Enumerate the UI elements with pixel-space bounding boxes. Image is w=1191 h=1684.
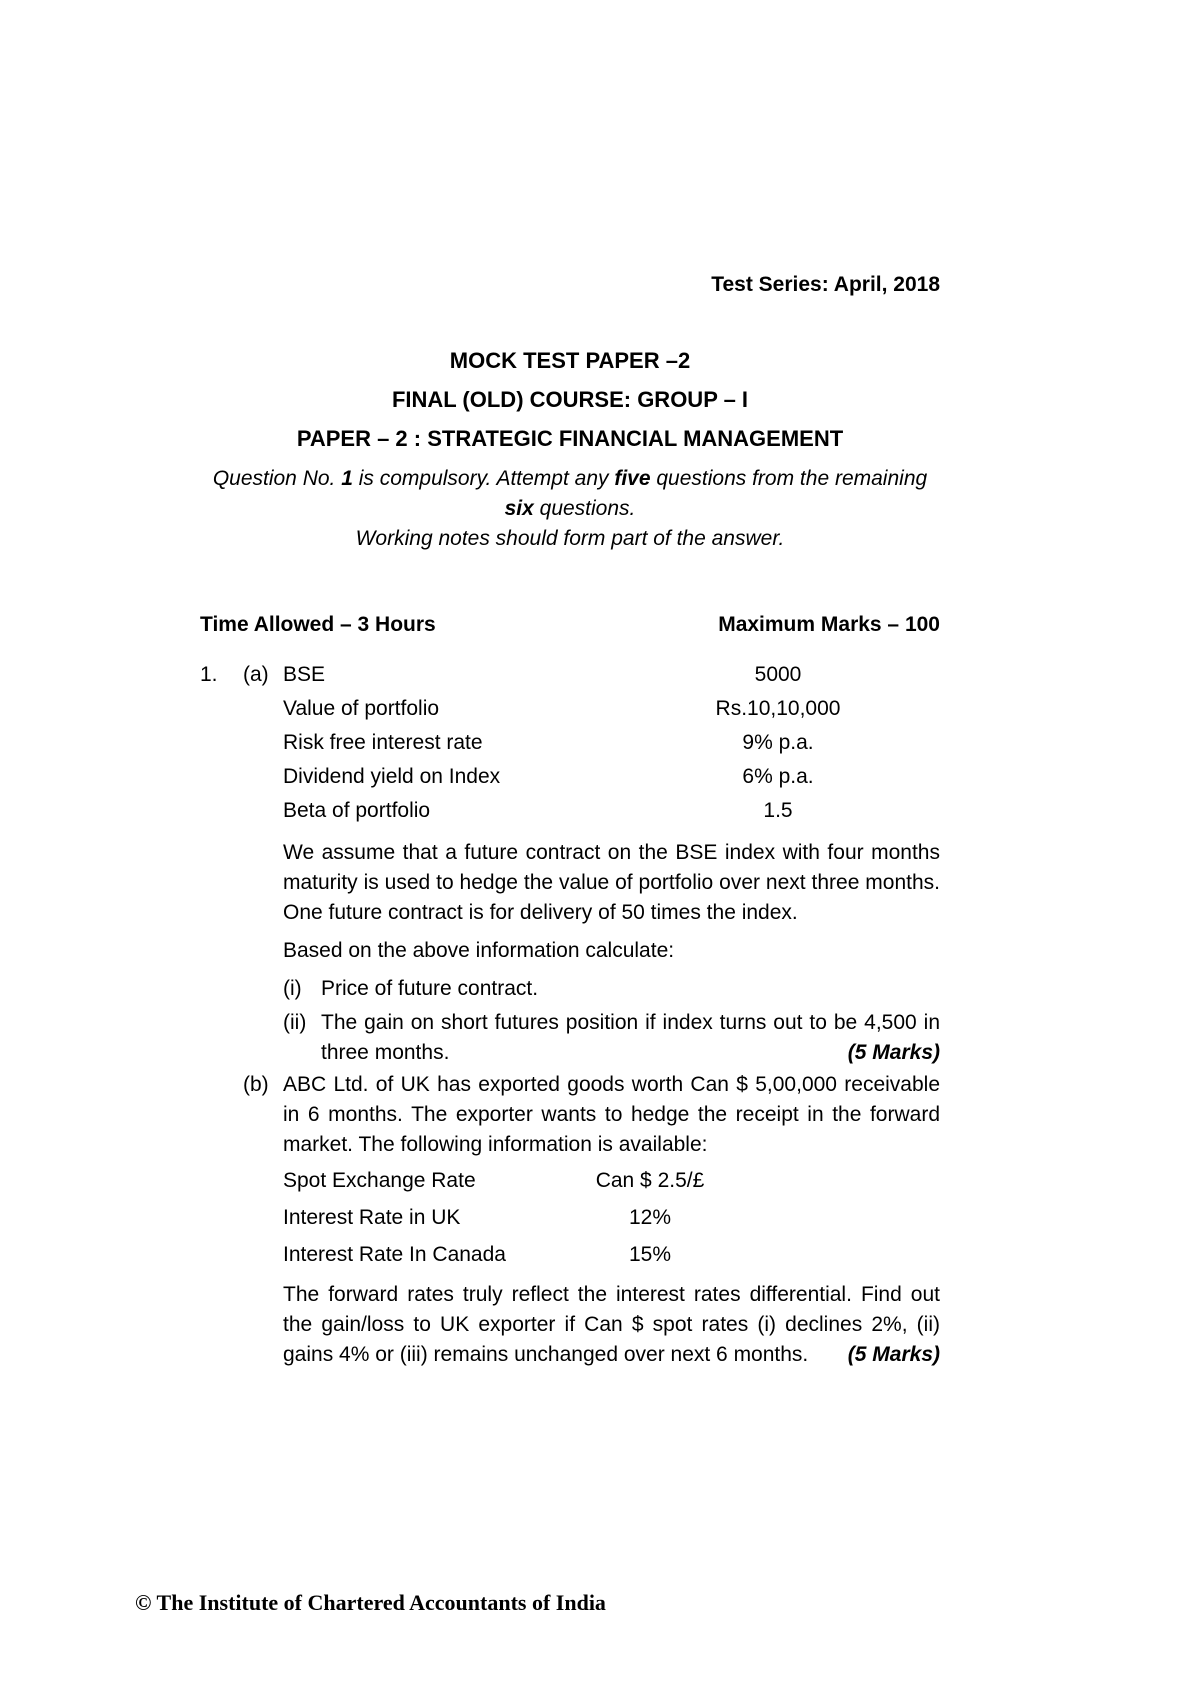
part-a-marks-label: (5 Marks) xyxy=(840,1038,940,1068)
instructions-text: Question No. xyxy=(212,467,342,490)
mock-test-paper-title: MOCK TEST PAPER –2 xyxy=(449,348,691,373)
instructions-text: questions from the remaining xyxy=(650,467,928,490)
question-number: 1. xyxy=(200,663,218,686)
value-cell: Rs.10,10,000 xyxy=(715,697,841,720)
part-a-paragraph-1: We assume that a future contract on the BSE index with four months maturity is used to hedge the value of portfolio over next three months. One future contract is for delivery of 50 times the index. xyxy=(283,841,940,924)
item-cell: Value of portfolio xyxy=(283,697,440,720)
table-row xyxy=(283,694,940,724)
part-b-paragraph-1: ABC Ltd. of UK has exported goods worth Can $ 5,00,000 receivable in 6 months. The exporter wants to hedge the receipt in the forward market. The following information is available: xyxy=(283,1073,940,1156)
sub-item-text: Price of future contract. xyxy=(321,977,539,1000)
item-cell: Interest Rate In Canada xyxy=(283,1243,506,1266)
sub-item-label: (i) xyxy=(283,977,302,1000)
instructions-bold-six: six xyxy=(504,497,534,520)
item-cell: Risk free interest rate xyxy=(283,731,483,754)
instructions-bold-1: 1 xyxy=(341,467,353,490)
table-row xyxy=(283,796,940,826)
part-b-label: (b) xyxy=(243,1073,269,1096)
part-a-paragraph-2: Based on the above information calculate: xyxy=(283,939,675,962)
item-cell: Interest Rate in UK xyxy=(283,1206,461,1229)
paper-title: PAPER – 2 : STRATEGIC FINANCIAL MANAGEMENT xyxy=(296,426,844,451)
part-b-paragraph-2-wrap xyxy=(283,1280,940,1370)
item-cell: Spot Exchange Rate xyxy=(283,1169,476,1192)
part-a-body xyxy=(283,660,940,1068)
instructions-bold-five: five xyxy=(614,467,651,490)
table-row xyxy=(283,762,940,792)
part-b-paragraph-2: The forward rates truly reflect the interest rates differential. Find out the gain/loss to UK exporter if Can $ spot rates (i) declines 2%, (ii) gains 4% or (iii) remains unchanged over next 6 months. xyxy=(283,1283,940,1366)
sub-item-text-wrap xyxy=(321,1008,940,1068)
value-cell: 1.5 xyxy=(763,799,793,822)
question-1-part-a xyxy=(200,660,940,1068)
value-cell: 5000 xyxy=(754,663,802,686)
part-b-body xyxy=(283,1070,940,1370)
maximum-marks-label: Maximum Marks – 100 xyxy=(718,613,940,636)
instructions-line2: Working notes should form part of the answer. xyxy=(355,527,785,550)
instructions xyxy=(200,464,940,554)
part-b-data-table xyxy=(283,1166,940,1270)
value-cell: 12% xyxy=(628,1206,672,1229)
item-cell: BSE xyxy=(283,663,326,686)
test-series-label: Test Series: April, 2018 xyxy=(711,273,940,296)
instructions-text: questions. xyxy=(533,497,636,520)
value-cell: Can $ 2.5/£ xyxy=(595,1169,705,1192)
course-title: FINAL (OLD) COURSE: GROUP – I xyxy=(391,387,749,412)
instructions-line1 xyxy=(200,464,940,524)
sub-item-label: (ii) xyxy=(283,1011,307,1034)
page-content xyxy=(200,0,940,1370)
value-cell: 9% p.a. xyxy=(742,731,814,754)
part-a-label: (a) xyxy=(243,663,269,686)
footer-copyright: © The Institute of Chartered Accountants of India xyxy=(135,1590,606,1615)
table-row xyxy=(283,660,940,690)
table-row xyxy=(283,728,940,758)
table-row xyxy=(283,1166,940,1196)
value-cell: 15% xyxy=(628,1243,672,1266)
part-a-data-table xyxy=(283,660,940,826)
value-cell: 6% p.a. xyxy=(742,765,814,788)
exam-info-row xyxy=(200,610,940,640)
table-row xyxy=(283,1240,940,1270)
sub-item-text: The gain on short futures position if index turns out to be 4,500 in three months. xyxy=(321,1011,940,1064)
sub-item-ii xyxy=(283,1008,940,1068)
instructions-text: is compulsory. Attempt any xyxy=(352,467,615,490)
item-cell: Beta of portfolio xyxy=(283,799,431,822)
sub-item-i xyxy=(283,974,940,1004)
table-row xyxy=(283,1203,940,1233)
part-b-marks-label: (5 Marks) xyxy=(840,1340,940,1370)
question-1-part-b xyxy=(200,1070,940,1370)
time-allowed-label: Time Allowed – 3 Hours xyxy=(200,613,436,636)
item-cell: Dividend yield on Index xyxy=(283,765,501,788)
